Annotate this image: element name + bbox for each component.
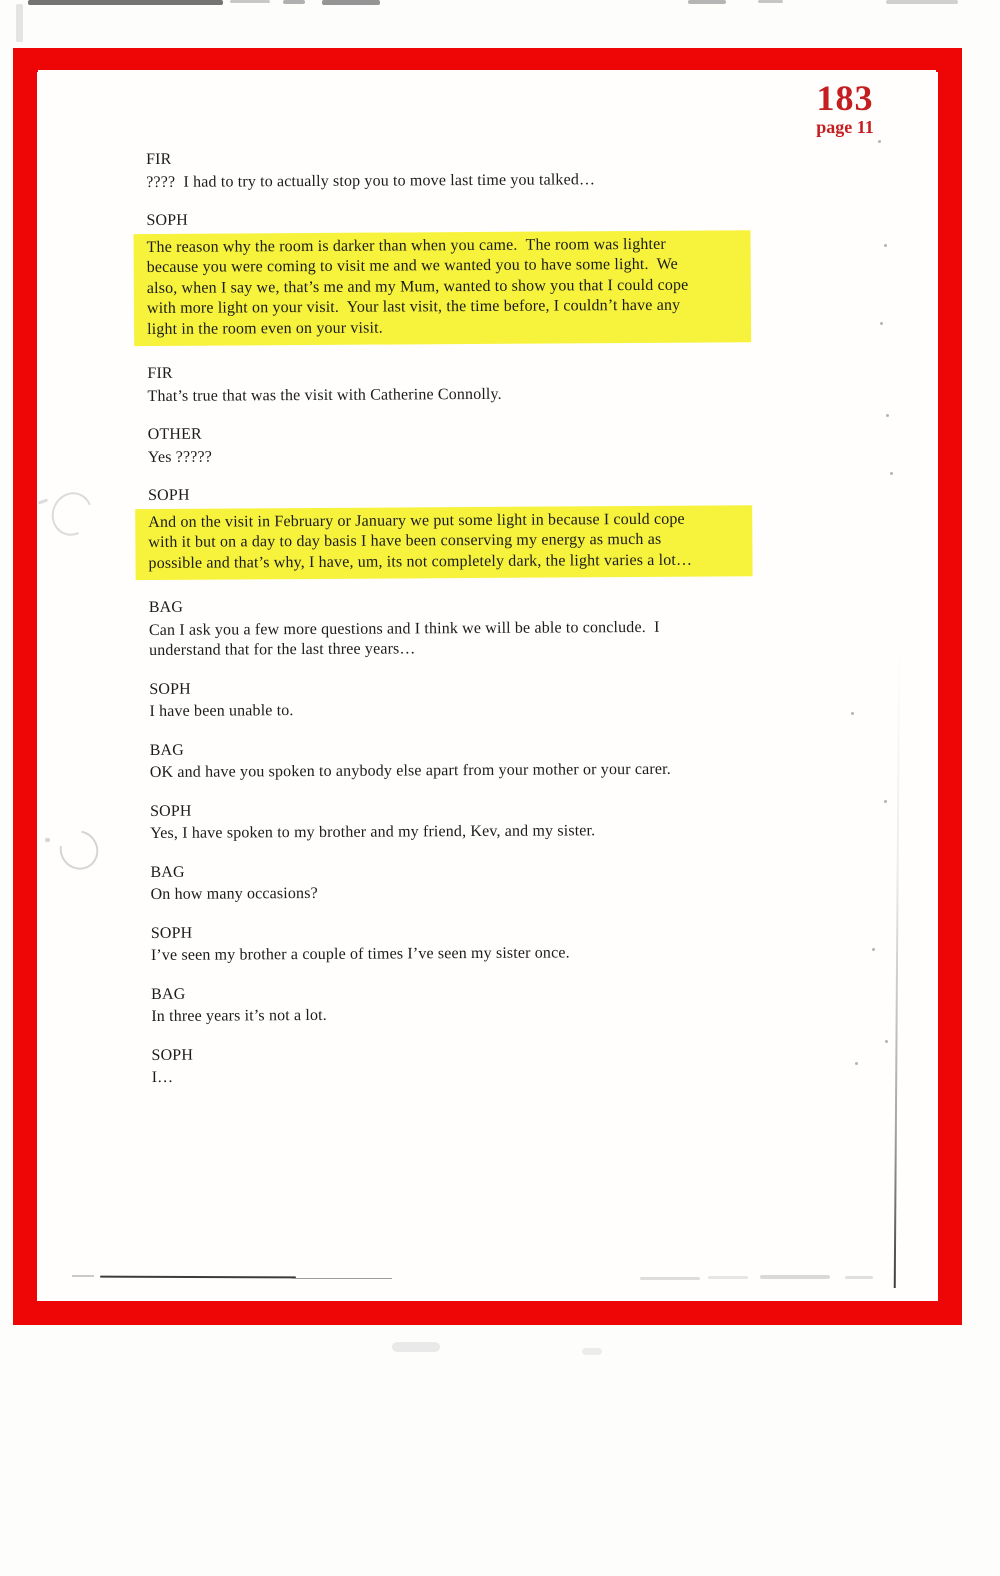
speech-line: On how many occasions? xyxy=(150,884,318,903)
speaker-label: SOPH xyxy=(149,680,191,698)
speech-block xyxy=(146,146,786,193)
speech-line: understand that for the last three years… xyxy=(149,640,416,659)
speech-line: Can I ask you a few more questions and I think we will be able to conclude. I xyxy=(148,618,660,639)
speech-lines xyxy=(147,383,787,407)
speaker-label: SOPH xyxy=(148,486,190,504)
speech-lines xyxy=(148,444,788,468)
speech-line: with more light on your visit. Your last visit, the time before, I couldn’t have any xyxy=(146,296,681,317)
speech-lines xyxy=(134,230,752,346)
speech-line: because you were coming to visit me and we wanted you to have some light. We xyxy=(146,255,678,276)
speech-line: possible and that’s why, I have, um, its not completely dark, the light varies a lot… xyxy=(148,551,693,572)
page-number: 183 xyxy=(816,78,874,118)
speech-line: In three years it’s not a lot. xyxy=(151,1006,327,1025)
speech-lines xyxy=(150,881,790,905)
page-header xyxy=(790,80,900,137)
scan-smudge xyxy=(28,0,223,5)
speech-line: with it but on a day to day basis I have been conserving my energy as much as xyxy=(148,530,662,551)
speech-block xyxy=(146,207,787,346)
speech-lines xyxy=(151,1003,791,1027)
scan-smudge xyxy=(708,1276,748,1279)
speech-block xyxy=(147,360,787,407)
scan-smudge xyxy=(322,0,380,5)
speech-lines xyxy=(150,820,790,844)
speech-line: Yes, I have spoken to my brother and my friend, Kev, and my sister. xyxy=(150,822,596,842)
speech-lines xyxy=(149,698,789,722)
speech-lines xyxy=(151,942,791,966)
speech-lines xyxy=(149,617,789,662)
speech-line: I… xyxy=(151,1068,174,1086)
speech-line: I’ve seen my brother a couple of times I’ve seen my sister once. xyxy=(150,944,570,964)
speech-line: light in the room even on your visit. xyxy=(147,319,383,338)
scan-smudge xyxy=(392,1342,440,1352)
speaker-label: BAG xyxy=(150,863,185,881)
page-label: page 11 xyxy=(816,116,874,137)
speech-line: That’s true that was the visit with Catherine Connolly. xyxy=(147,385,502,405)
speaker-label: BAG xyxy=(149,741,184,759)
speech-lines xyxy=(150,759,790,783)
speech-line: ???? I had to try to actually stop you to move last time you talked… xyxy=(146,170,596,191)
speech-lines xyxy=(152,1064,792,1088)
speech-line: Yes ????? xyxy=(147,448,213,466)
speaker-label: FIR xyxy=(147,364,173,382)
speech-line: And on the visit in February or January we put some light in because I could cope xyxy=(148,510,685,531)
scan-smudge xyxy=(758,0,783,3)
scan-smudge xyxy=(45,838,50,842)
speech-block xyxy=(150,859,790,906)
speaker-label: BAG xyxy=(151,985,186,1003)
scan-smudge xyxy=(886,0,958,4)
scan-smudge xyxy=(582,1348,602,1355)
scan-artifact-bottom-line xyxy=(292,1278,392,1279)
speaker-label: SOPH xyxy=(151,1046,194,1064)
speech-block xyxy=(151,981,791,1028)
speech-block xyxy=(150,737,790,784)
speaker-label: BAG xyxy=(148,598,184,616)
speech-block xyxy=(148,482,789,580)
speech-lines xyxy=(146,169,786,193)
scan-smudge xyxy=(640,1277,700,1280)
scan-smudge xyxy=(283,0,305,4)
speaker-label: SOPH xyxy=(149,802,192,820)
speech-block xyxy=(150,798,790,845)
speech-line: The reason why the room is darker than when you came. The room was lighter xyxy=(146,235,666,256)
speech-block xyxy=(149,676,789,723)
speaker-label: OTHER xyxy=(147,425,202,443)
speaker-label: SOPH xyxy=(146,211,188,229)
scan-artifact-bottom-line xyxy=(72,1275,94,1277)
speech-line: I have been unable to. xyxy=(149,702,294,720)
speech-line: also, when I say we, that’s me and my Mum, wanted to show you that I could cope xyxy=(146,276,689,297)
scan-smudge xyxy=(688,0,726,4)
scan-smudge xyxy=(16,4,23,42)
scan-smudge xyxy=(760,1275,830,1279)
speech-lines xyxy=(135,505,752,580)
scan-smudge xyxy=(845,1276,873,1279)
speech-block xyxy=(151,1042,791,1089)
speaker-label: SOPH xyxy=(150,924,193,942)
speech-line: OK and have you spoken to anybody else apart from your mother or your carer. xyxy=(149,760,671,781)
transcript xyxy=(146,146,792,1106)
speech-block xyxy=(151,920,791,967)
speech-block xyxy=(149,594,789,661)
scan-smudge xyxy=(230,0,270,3)
speech-block xyxy=(148,421,788,468)
speaker-label: FIR xyxy=(146,150,172,168)
